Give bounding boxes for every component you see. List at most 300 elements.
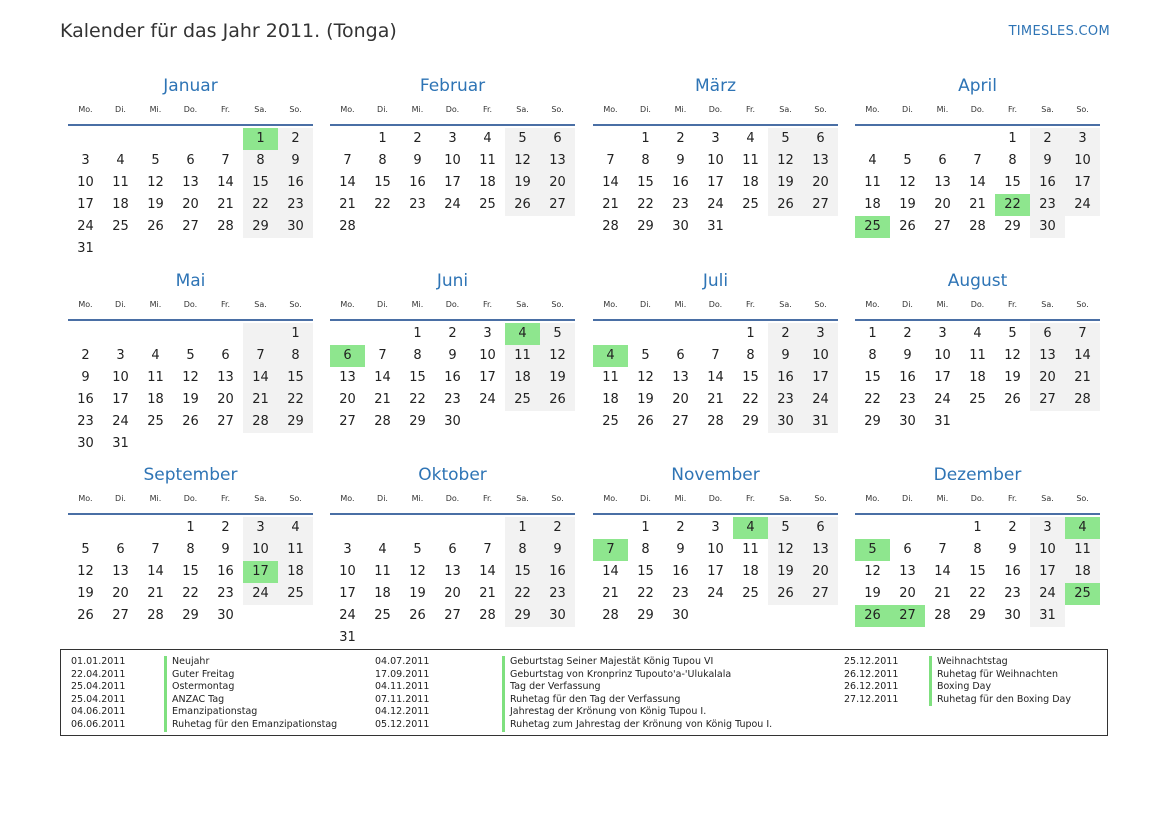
weekday-header [593, 494, 838, 510]
day-cell: 11 [969, 348, 986, 363]
day-cell: 24 [1030, 583, 1065, 605]
day-cell: 24 [77, 219, 94, 234]
header-divider [330, 124, 575, 126]
day-cell-holiday: 4 [733, 517, 768, 539]
day-cell: 16 [409, 175, 426, 190]
weekday-label: Sa. [254, 300, 267, 309]
weekday-label: Fr. [482, 300, 493, 309]
day-cell: 9 [448, 348, 457, 363]
day-cell: 16 [1030, 172, 1065, 194]
day-cell: 11 [505, 345, 540, 367]
day-cell-empty [435, 627, 470, 649]
day-cell: 6 [1030, 323, 1065, 345]
day-cell: 15 [742, 370, 759, 385]
day-cell-holiday: 22 [995, 194, 1030, 216]
day-cell: 16 [899, 370, 916, 385]
day-cell: 22 [409, 392, 426, 407]
day-cell: 20 [899, 586, 916, 601]
day-cell-empty [103, 517, 138, 539]
day-cell: 1 [973, 520, 982, 535]
weekday-label: Do. [445, 494, 460, 503]
day-cell-empty [505, 627, 540, 649]
day-cell: 28 [707, 414, 724, 429]
day-cell: 27 [934, 219, 951, 234]
weekday-label: So. [1076, 300, 1089, 309]
day-cell: 9 [903, 348, 912, 363]
day-cell-empty [400, 216, 435, 238]
day-cell: 24 [444, 197, 461, 212]
day-cell: 29 [637, 219, 654, 234]
day-cell: 20 [444, 586, 461, 601]
day-cell: 26 [768, 194, 803, 216]
day-cell: 19 [768, 172, 803, 194]
day-cell: 23 [540, 583, 575, 605]
day-cell: 5 [1008, 326, 1017, 341]
day-cell: 27 [182, 219, 199, 234]
header-divider [593, 319, 838, 321]
weekday-label: Di. [902, 105, 913, 114]
month-name: März [695, 76, 736, 96]
weekday-header [330, 494, 575, 510]
day-cell: 6 [186, 153, 195, 168]
day-cell: 2 [676, 520, 685, 535]
day-cell: 15 [969, 564, 986, 579]
day-cell: 24 [707, 197, 724, 212]
day-cell: 3 [711, 520, 720, 535]
day-cell: 17 [803, 367, 838, 389]
day-cell-empty [505, 411, 540, 433]
day-cell-holiday: 4 [505, 323, 540, 345]
weekday-label: Di. [115, 494, 126, 503]
day-cell: 10 [1065, 150, 1100, 172]
day-cell: 22 [243, 194, 278, 216]
day-cell: 20 [672, 392, 689, 407]
day-cell-empty [540, 627, 575, 649]
day-cell: 7 [151, 542, 160, 557]
weekday-label: Mo. [603, 105, 618, 114]
day-cell-empty [278, 605, 313, 627]
day-cell: 22 [374, 197, 391, 212]
day-cell: 25 [742, 586, 759, 601]
day-cell: 12 [540, 345, 575, 367]
day-cell: 2 [448, 326, 457, 341]
day-cell: 7 [243, 345, 278, 367]
day-cell-empty [243, 238, 278, 260]
day-cell: 19 [182, 392, 199, 407]
day-cell: 7 [606, 153, 615, 168]
day-cell-empty [173, 433, 208, 455]
day-cell-empty [803, 605, 838, 627]
legend-holiday-name: Geburtstag Seiner Majestät König Tupou VI [502, 656, 713, 669]
weekday-label: Do. [445, 105, 460, 114]
day-cell: 16 [278, 172, 313, 194]
day-cell: 13 [112, 564, 129, 579]
day-cell: 10 [934, 348, 951, 363]
day-cell: 21 [374, 392, 391, 407]
day-cell: 4 [278, 517, 313, 539]
weekday-header [855, 300, 1100, 316]
weekday-label: Mo. [865, 494, 880, 503]
day-cell: 8 [413, 348, 422, 363]
day-cell-empty [890, 128, 925, 150]
day-cell: 8 [1008, 153, 1017, 168]
day-cell: 18 [479, 175, 496, 190]
day-cell: 2 [1030, 128, 1065, 150]
day-cell: 20 [112, 586, 129, 601]
day-cell: 1 [505, 517, 540, 539]
day-cell: 30 [1004, 608, 1021, 623]
day-cell-holiday: 25 [855, 216, 890, 238]
day-grid [330, 517, 575, 649]
month-name: Januar [163, 76, 218, 96]
weekday-label: Mo. [865, 300, 880, 309]
day-cell: 19 [637, 392, 654, 407]
day-cell: 2 [278, 128, 313, 150]
weekday-label: Sa. [516, 494, 529, 503]
day-cell-empty [365, 323, 400, 345]
day-cell: 21 [147, 586, 164, 601]
day-cell: 2 [903, 326, 912, 341]
day-cell: 29 [637, 608, 654, 623]
day-cell: 23 [1004, 586, 1021, 601]
day-cell: 11 [374, 564, 391, 579]
day-cell: 20 [803, 172, 838, 194]
day-cell-empty [855, 517, 890, 539]
day-cell: 12 [637, 370, 654, 385]
day-cell-empty [243, 323, 278, 345]
day-cell-empty [208, 238, 243, 260]
month-september [68, 464, 313, 627]
weekday-label: Di. [902, 300, 913, 309]
day-cell: 1 [868, 326, 877, 341]
weekday-label: Di. [640, 300, 651, 309]
day-cell: 21 [243, 389, 278, 411]
day-cell: 15 [1004, 175, 1021, 190]
day-cell-empty [925, 128, 960, 150]
day-cell: 20 [803, 561, 838, 583]
legend-holiday-name: Ruhetag zum Jahrestag der Krönung von König Tupou I. [502, 719, 772, 732]
day-cell: 26 [77, 608, 94, 623]
day-cell-holiday: 1 [243, 128, 278, 150]
day-cell: 3 [1065, 128, 1100, 150]
day-grid [330, 128, 575, 238]
day-cell: 4 [746, 131, 755, 146]
weekday-label: Mi. [936, 494, 949, 503]
day-cell-empty [103, 238, 138, 260]
day-cell: 17 [934, 370, 951, 385]
weekday-label: Mi. [674, 105, 687, 114]
day-cell: 30 [217, 608, 234, 623]
legend-holiday-name: Ruhetag für Weihnachten [929, 669, 1058, 682]
day-cell: 5 [186, 348, 195, 363]
day-cell: 3 [448, 131, 457, 146]
day-cell: 10 [243, 539, 278, 561]
day-cell: 30 [1030, 216, 1065, 238]
day-cell: 24 [707, 586, 724, 601]
day-cell: 10 [707, 153, 724, 168]
weekday-header [593, 105, 838, 121]
day-cell: 29 [864, 414, 881, 429]
month-name: April [958, 76, 997, 96]
month-name: Oktober [418, 465, 487, 485]
day-cell: 29 [969, 608, 986, 623]
day-cell: 19 [147, 197, 164, 212]
day-cell-empty [278, 433, 313, 455]
weekday-label: Di. [640, 494, 651, 503]
day-cell: 5 [413, 542, 422, 557]
day-cell: 18 [505, 367, 540, 389]
day-cell: 6 [221, 348, 230, 363]
day-cell: 19 [540, 367, 575, 389]
day-cell-empty [365, 216, 400, 238]
weekday-label: Do. [970, 300, 985, 309]
day-cell: 6 [540, 128, 575, 150]
day-cell: 29 [243, 216, 278, 238]
day-cell: 27 [803, 583, 838, 605]
day-cell: 14 [217, 175, 234, 190]
day-cell: 27 [803, 194, 838, 216]
day-cell-empty [138, 517, 173, 539]
day-cell: 11 [602, 370, 619, 385]
day-cell: 11 [278, 539, 313, 561]
day-grid [593, 323, 838, 433]
day-cell-empty [470, 627, 505, 649]
day-cell: 16 [672, 175, 689, 190]
day-cell: 20 [339, 392, 356, 407]
legend-holiday-name: Ruhetag für den Boxing Day [929, 694, 1071, 707]
day-cell: 16 [672, 564, 689, 579]
day-cell: 7 [938, 542, 947, 557]
day-cell: 12 [182, 370, 199, 385]
day-cell-empty [1065, 216, 1100, 238]
day-cell: 4 [151, 348, 160, 363]
day-cell: 3 [116, 348, 125, 363]
day-cell: 24 [112, 414, 129, 429]
day-cell: 14 [934, 564, 951, 579]
day-cell: 1 [186, 520, 195, 535]
day-cell: 26 [147, 219, 164, 234]
day-cell-holiday: 25 [1065, 583, 1100, 605]
day-cell-empty [138, 128, 173, 150]
month-name: November [671, 465, 760, 485]
day-cell: 21 [602, 197, 619, 212]
day-cell-holiday: 4 [1065, 517, 1100, 539]
day-cell: 18 [1065, 561, 1100, 583]
day-cell: 18 [278, 561, 313, 583]
header-divider [68, 124, 313, 126]
brand-link[interactable]: TIMESLES.COM [1008, 24, 1110, 39]
weekday-label: Do. [708, 105, 723, 114]
weekday-header [330, 300, 575, 316]
day-cell: 15 [637, 175, 654, 190]
day-cell: 30 [444, 414, 461, 429]
weekday-label: Mi. [149, 300, 162, 309]
day-cell-empty [768, 605, 803, 627]
day-cell-empty [960, 128, 995, 150]
day-cell: 24 [243, 583, 278, 605]
day-cell: 4 [378, 542, 387, 557]
day-cell: 17 [1030, 561, 1065, 583]
legend-holiday-name: Geburtstag von Kronprinz Tupouto'a-'Ulukalala [502, 669, 731, 682]
day-cell: 21 [602, 586, 619, 601]
legend-date: 04.06.2011 [71, 706, 126, 718]
day-cell: 6 [116, 542, 125, 557]
day-cell: 2 [413, 131, 422, 146]
day-cell: 4 [483, 131, 492, 146]
day-cell: 27 [1030, 389, 1065, 411]
day-cell: 24 [339, 608, 356, 623]
day-cell: 13 [540, 150, 575, 172]
day-cell: 22 [742, 392, 759, 407]
day-cell: 15 [864, 370, 881, 385]
weekday-header [68, 300, 313, 316]
month-name: Dezember [933, 465, 1022, 485]
day-cell: 11 [864, 175, 881, 190]
legend-date: 25.04.2011 [71, 693, 126, 705]
weekday-label: Di. [115, 105, 126, 114]
day-cell: 28 [602, 219, 619, 234]
legend-date: 04.07.2011 [375, 656, 430, 667]
day-cell: 10 [112, 370, 129, 385]
day-cell: 20 [182, 197, 199, 212]
day-cell: 9 [221, 542, 230, 557]
day-cell: 11 [147, 370, 164, 385]
weekday-label: Mo. [603, 300, 618, 309]
weekday-label: Do. [708, 300, 723, 309]
month-dezember [855, 464, 1100, 627]
weekday-label: So. [289, 105, 302, 114]
day-cell-empty [593, 517, 628, 539]
day-cell: 12 [899, 175, 916, 190]
day-cell: 14 [339, 175, 356, 190]
weekday-label: Sa. [516, 105, 529, 114]
weekday-label: Sa. [516, 300, 529, 309]
month-november [593, 464, 838, 627]
day-cell: 11 [742, 542, 759, 557]
day-cell: 9 [1030, 150, 1065, 172]
month-name: Juli [702, 271, 729, 291]
day-cell: 13 [803, 539, 838, 561]
day-cell: 26 [182, 414, 199, 429]
legend-date: 26.12.2011 [844, 681, 899, 693]
day-cell: 28 [969, 219, 986, 234]
weekday-label: Mi. [411, 494, 424, 503]
day-cell: 8 [868, 348, 877, 363]
day-cell: 21 [1065, 367, 1100, 389]
day-cell: 10 [803, 345, 838, 367]
day-cell: 8 [641, 542, 650, 557]
day-cell: 12 [77, 564, 94, 579]
day-cell: 30 [672, 219, 689, 234]
day-cell: 24 [479, 392, 496, 407]
day-cell: 12 [147, 175, 164, 190]
weekday-label: Fr. [220, 300, 231, 309]
header-divider [330, 513, 575, 515]
day-cell-holiday: 27 [890, 605, 925, 627]
day-cell: 19 [409, 586, 426, 601]
day-cell-empty [173, 323, 208, 345]
day-cell: 15 [182, 564, 199, 579]
day-cell-empty [330, 517, 365, 539]
day-cell-empty [628, 323, 663, 345]
day-cell: 5 [768, 128, 803, 150]
day-cell: 22 [864, 392, 881, 407]
day-cell-empty [1065, 411, 1100, 433]
day-cell: 14 [479, 564, 496, 579]
weekday-label: Do. [970, 494, 985, 503]
weekday-label: Fr. [1007, 105, 1018, 114]
day-cell: 18 [374, 586, 391, 601]
day-cell: 10 [1030, 539, 1065, 561]
day-cell: 17 [339, 586, 356, 601]
header-divider [68, 513, 313, 515]
day-cell-empty [400, 627, 435, 649]
day-cell: 6 [448, 542, 457, 557]
day-grid [330, 323, 575, 433]
weekday-label: Di. [115, 300, 126, 309]
day-cell: 9 [676, 542, 685, 557]
day-cell: 12 [409, 564, 426, 579]
weekday-label: So. [814, 494, 827, 503]
day-cell: 9 [413, 153, 422, 168]
day-cell-empty [593, 323, 628, 345]
day-grid [68, 128, 313, 260]
weekday-label: Fr. [745, 105, 756, 114]
day-cell-holiday: 5 [855, 539, 890, 561]
day-cell: 31 [803, 411, 838, 433]
weekday-label: Di. [377, 105, 388, 114]
legend-date: 05.12.2011 [375, 719, 430, 730]
weekday-header [68, 105, 313, 121]
month-oktober [330, 464, 575, 649]
day-cell: 29 [409, 414, 426, 429]
weekday-header [593, 300, 838, 316]
month-august [855, 270, 1100, 433]
day-cell: 2 [540, 517, 575, 539]
day-cell: 11 [112, 175, 129, 190]
day-cell: 13 [182, 175, 199, 190]
day-cell: 28 [1065, 389, 1100, 411]
day-cell: 31 [339, 630, 356, 645]
day-cell-empty [890, 517, 925, 539]
day-cell: 9 [278, 150, 313, 172]
day-cell: 12 [1004, 348, 1021, 363]
weekday-label: Fr. [745, 494, 756, 503]
day-cell: 27 [444, 608, 461, 623]
day-cell: 7 [378, 348, 387, 363]
day-cell: 31 [707, 219, 724, 234]
day-cell: 22 [637, 197, 654, 212]
day-cell: 29 [182, 608, 199, 623]
legend-date: 06.06.2011 [71, 719, 126, 730]
weekday-label: Mi. [149, 494, 162, 503]
day-cell-empty [173, 128, 208, 150]
weekday-label: So. [1076, 105, 1089, 114]
weekday-label: Do. [970, 105, 985, 114]
day-cell-empty [1065, 605, 1100, 627]
header-divider [593, 513, 838, 515]
day-cell: 8 [641, 153, 650, 168]
day-cell: 8 [186, 542, 195, 557]
day-cell-empty [243, 433, 278, 455]
day-cell: 5 [768, 517, 803, 539]
weekday-label: Mi. [411, 105, 424, 114]
weekday-header [855, 105, 1100, 121]
weekday-header [855, 494, 1100, 510]
day-cell: 8 [243, 150, 278, 172]
day-cell: 16 [540, 561, 575, 583]
day-cell: 23 [77, 414, 94, 429]
